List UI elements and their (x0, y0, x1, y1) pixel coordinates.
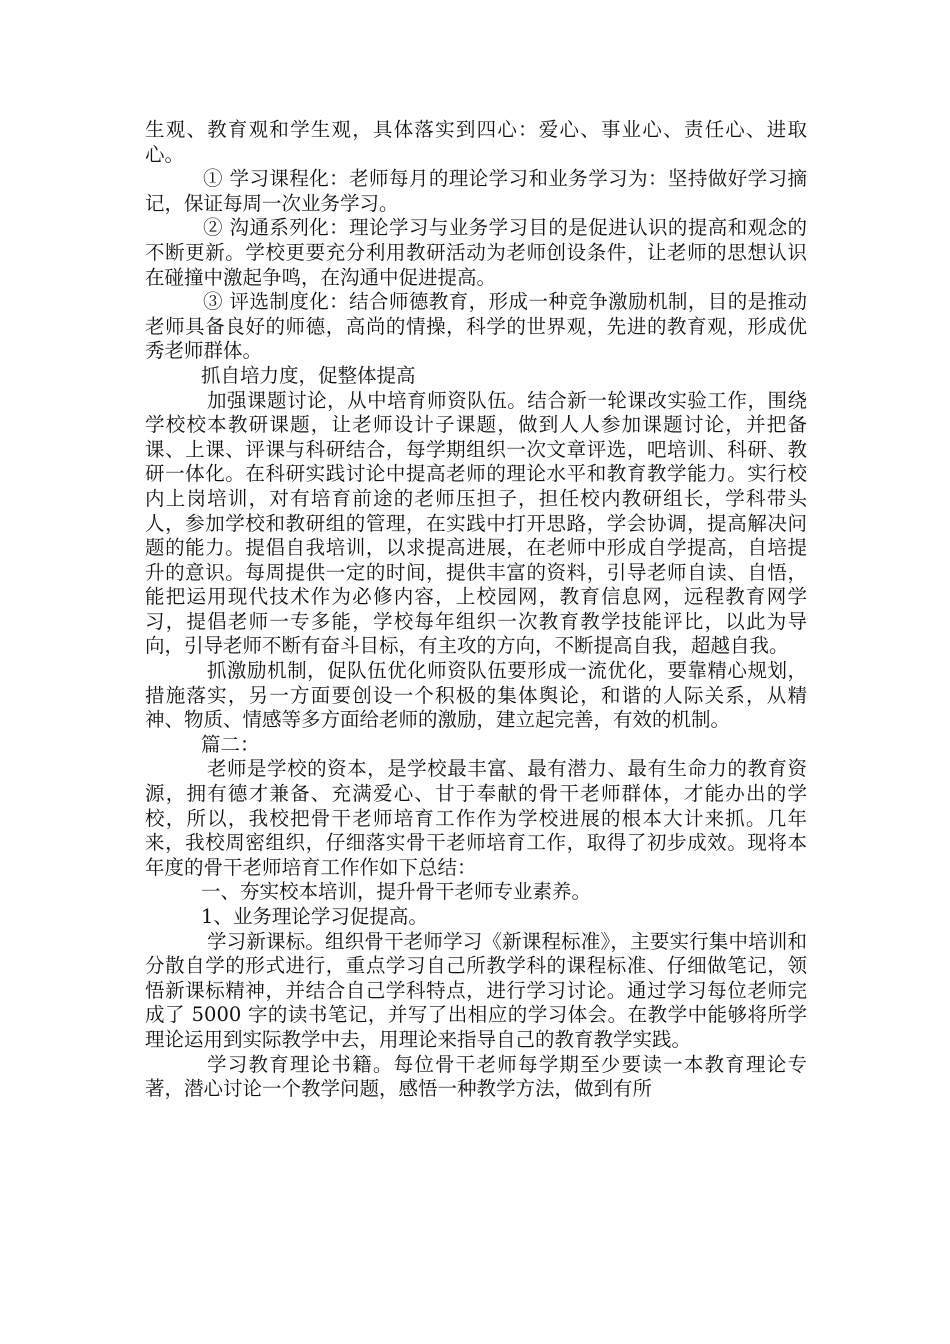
section-heading-school-training: 一、夯实校本培训，提升骨干老师专业素养。 (201, 880, 592, 904)
paragraph-evaluation-system: ③ 评选制度化：结合师德教育，形成一种竞争激励机制，目的是推动老师具备良好的师德，高尚的情操，科学的世界观，先进的教育观，形成优秀老师群体。 (145, 290, 807, 363)
paragraph-new-curriculum: 学习新课标。组织骨干老师学习《新课程标准》，主要实行集中培训和分散自学的形式进行，重点学习自己所教学科的课程标准、仔细做笔记，领悟新课标精神，并结合自己学科特点，进行学习讨论。通过学习每位老师完成了 5000 字的读书笔记，并写了出相应的学习体会。在教学中能够将所学理论运用到实际教学中去，用理论来指导自己的教育教学实践。 (145, 929, 807, 1051)
section-heading-self-training: 抓自培力度，促整体提高 (201, 363, 416, 387)
section-heading-part-two: 篇二： (201, 732, 260, 756)
paragraph-intro-continuation: 生观、教育观和学生观，具体落实到四心：爱心、事业心、责任心、进取心。 (145, 118, 807, 166)
section-heading-theory-study: 1、业务理论学习促提高。 (201, 905, 428, 928)
document-page (145, 118, 807, 1102)
paragraph-research-training: 加强课题讨论，从中培育师资队伍。结合新一轮课改实验工作，围绕学校校本教研课题，让老师设计子课题，做到人人参加课题讨论，并把备课、上课、评课与科研结合，每学期组织一次文章评选，吧培训、科研、教研一体化。在科研实践讨论中提高老师的理论水平和教育教学能力。实行校内上岗培训，对有培育前途的老师压担子，担任校内教研组长，学科带头人，参加学校和教研组的管理，在实践中打开思路，学会协调，提高解决问题的能力。提倡自我培训，以求提高进展，在老师中形成自学提高，自培提升的意识。每周提供一定的时间，提供丰富的资料，引导老师自读、自悟，能把运用现代技术作为必修内容，上校园网，教育信息网，远程教育网学习，提倡老师一专多能，学校每年组织一次教育教学技能评比，以此为导向，引导老师不断有奋斗目标，有主攻的方向，不断提高自我，超越自我。 (145, 388, 807, 658)
paragraph-theory-books: 学习教育理论书籍。每位骨干老师每学期至少要读一本教育理论专著，潜心讨论一个教学问题，感悟一种教学方法，做到有所 (145, 1052, 807, 1101)
paragraph-learning-curriculum: ① 学习课程化：老师每月的理论学习和业务学习为：坚持做好学习摘记，保证每周一次业务学习。 (145, 167, 807, 215)
paragraph-teacher-resource: 老师是学校的资本，是学校最丰富、最有潜力、最有生命力的教育资源，拥有德才兼备、充满爱心、甘于奉献的骨干老师群体，才能办出的学校，所以，我校把骨干老师培育工作作为学校进展的根本大计来抓。几年来，我校周密组织，仔细落实骨干老师培育工作，取得了初步成效。现将本年度的骨干老师培育工作作如下总结： (145, 757, 807, 879)
paragraph-communication-series: ② 沟通系列化：理论学习与业务学习目的是促进认识的提高和观念的不断更新。学校更要充分利用教研活动为老师创设条件，让老师的思想认识在碰撞中激起争鸣，在沟通中促进提高。 (145, 216, 807, 289)
paragraph-incentive-mechanism: 抓激励机制，促队伍优化师资队伍要形成一流优化，要靠精心规划，措施落实，另一方面要创设一个积极的集体舆论，和谐的人际关系，从精神、物质、情感等多方面给老师的激励，建立起完善，有效的机制。 (145, 659, 807, 732)
